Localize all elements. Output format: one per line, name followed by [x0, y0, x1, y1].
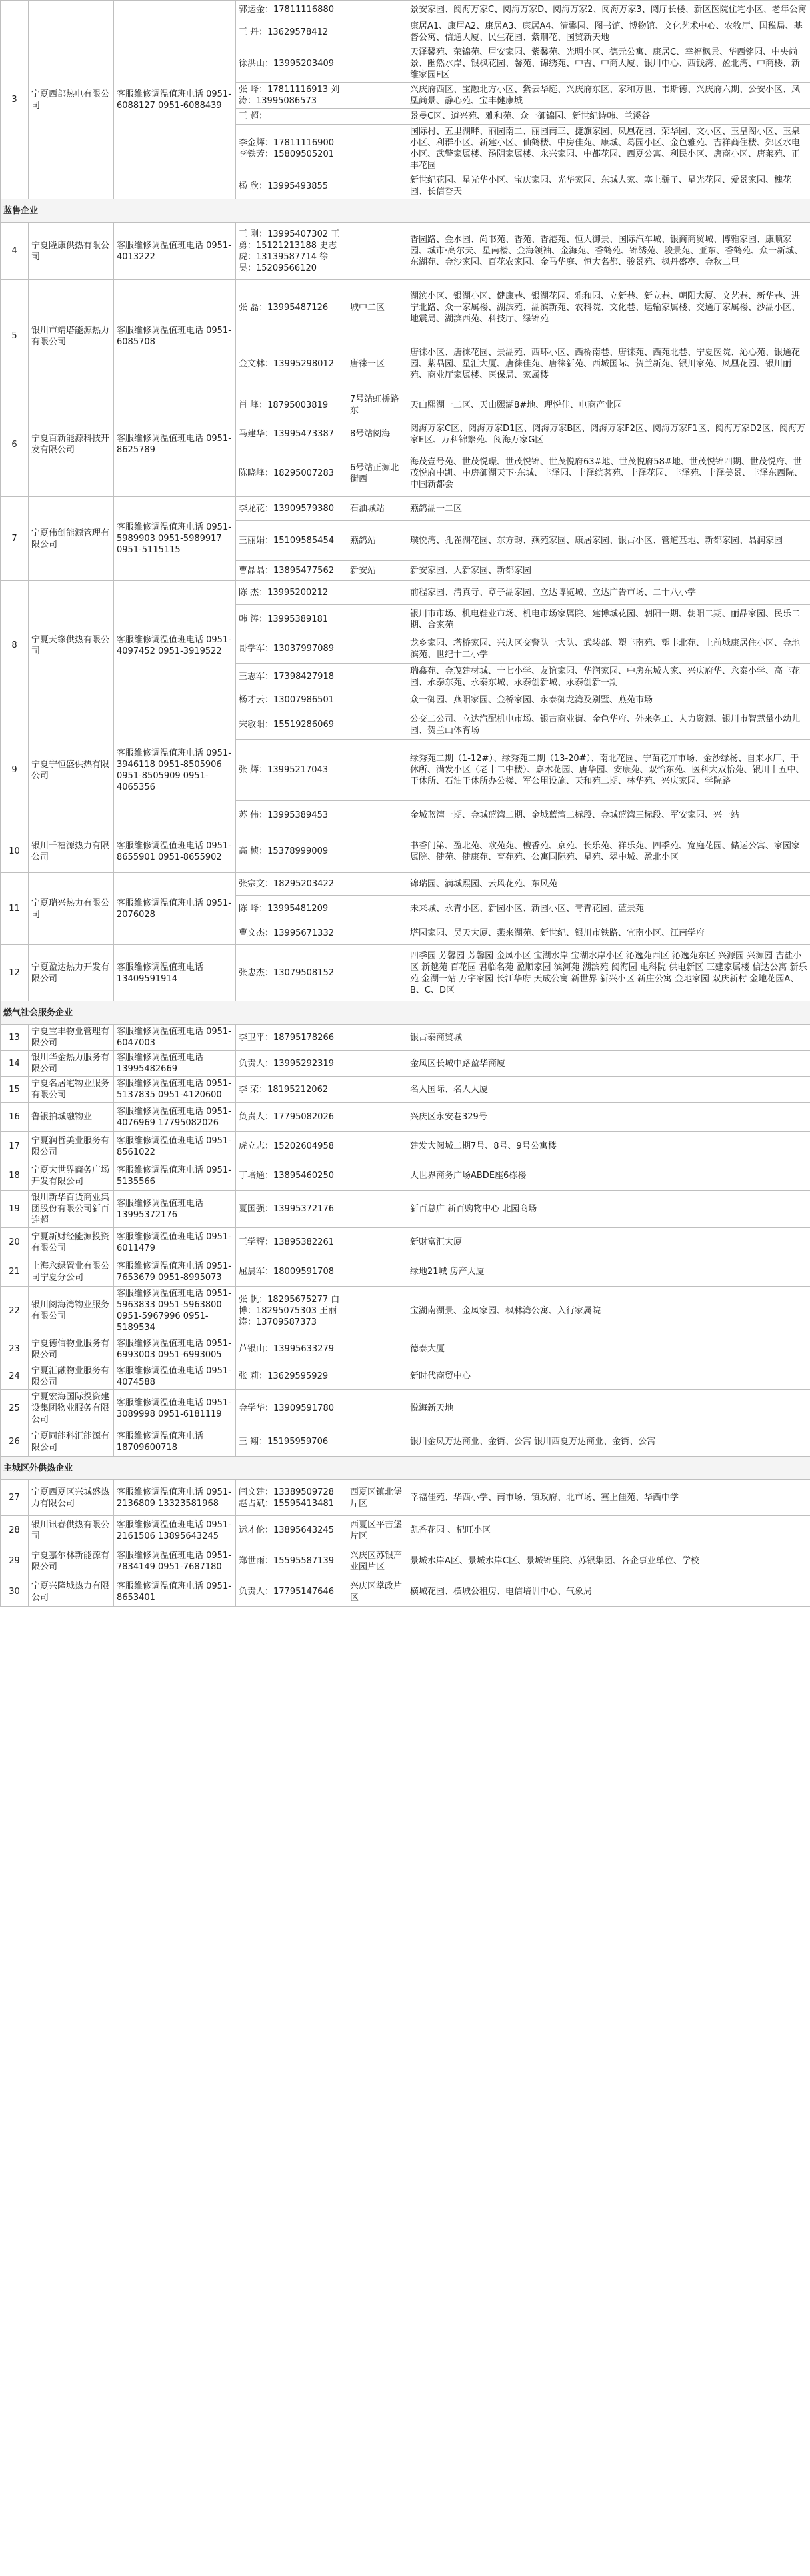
hotline: 客服维修调温值班电话 0951-4097452 0951-3919522: [114, 581, 236, 710]
company-name: 宁夏伟创能源管理有限公司: [29, 497, 114, 581]
manager-contact: 负责人：17795147646: [236, 1577, 347, 1607]
community-list: 大世界商务广场ABDE座6栋楼: [407, 1161, 810, 1191]
community-list: 龙乡家园、塔桥家园、兴庆区交警队一大队、武装部、塑丰南苑、塑丰北苑、上前城康居住小区、金地滨苑、世纪十二小学: [407, 634, 810, 664]
community-list: 景曼C区、道兴苑、雅和苑、众一御锦园、新世纪诗韩、兰溪谷: [407, 109, 810, 125]
service-area: [347, 922, 407, 945]
service-area: [347, 1427, 407, 1457]
manager-contact: 王 翔：15195959706: [236, 1427, 347, 1457]
community-list: 银古泰商贸城: [407, 1025, 810, 1051]
service-area: [347, 896, 407, 922]
table-row: [1, 223, 810, 280]
community-list: 璞悦湾、孔雀湖花园、东方韵、燕苑家园、康居家园、银古小区、管道基地、新都家园、晶润家园: [407, 521, 810, 561]
service-area: [347, 634, 407, 664]
row-number: 25: [1, 1390, 29, 1427]
service-area: [347, 1390, 407, 1427]
community-list: 塔园家园、吴天大厦、燕来湖苑、新世纪、银川市铁路、宜南小区、江南学府: [407, 922, 810, 945]
service-area: [347, 1287, 407, 1335]
service-area: [347, 710, 407, 740]
service-area: [347, 690, 407, 710]
hotline: 客服维修调温值班电话 0951-8561022: [114, 1132, 236, 1161]
company-name: 宁夏新财经能源投资有限公司: [29, 1228, 114, 1257]
table-row: [1, 1051, 810, 1077]
manager-contact: 王 丹：13629578412: [236, 19, 347, 45]
service-area: 唐徕一区: [347, 336, 407, 392]
manager-contact: 王丽娟：15109585454: [236, 521, 347, 561]
community-list: 燕鸽湖一二区: [407, 497, 810, 521]
table-row: [1, 1103, 810, 1132]
service-area: 兴庆区苏银产业园片区: [347, 1545, 407, 1577]
community-list: 康居A1、康居A2、康居A3、康居A4、清馨园、图书馆、博物馆、文化艺术中心、农牧厅、国税局、基督公寓、信通大厦、民生花园、紫荆花、国贸新天地: [407, 19, 810, 45]
service-area: 石油城站: [347, 497, 407, 521]
company-name: 鲁银拍城融物业: [29, 1103, 114, 1132]
hotline: 客服维修调温值班电话 0951-4074588: [114, 1363, 236, 1390]
company-name: 宁夏宁恒盛供热有限公司: [29, 710, 114, 830]
community-list: 阅海万家C区、阅海万家D1区、阅海万家B区、阅海万家F2区、阅海万家F1区、阅海万家D2区、阅海万家E区、万科锦繁苑、阅海万家G区: [407, 418, 810, 450]
service-area: [347, 1132, 407, 1161]
service-area: [347, 1, 407, 19]
table-row: [1, 873, 810, 896]
company-name: 宁夏盈达热力开发有限公司: [29, 945, 114, 1001]
manager-contact: 郑世雨：15595587139: [236, 1545, 347, 1577]
community-list: 景城水岸A区、景城水岸C区、景城锦里院、苏银集团、各企事业单位、学校: [407, 1545, 810, 1577]
manager-contact: 肖 峰：18795003819: [236, 392, 347, 418]
table-row: [1, 1161, 810, 1191]
row-number: 21: [1, 1257, 29, 1287]
community-list: 名人国际、名人大厦: [407, 1077, 810, 1103]
service-area: [347, 830, 407, 873]
company-name: 银川讯春供热有限公司: [29, 1516, 114, 1545]
hotline: 客服维修调温值班电话 13409591914: [114, 945, 236, 1001]
manager-contact: 王学辉：13895382261: [236, 1228, 347, 1257]
community-list: 建发大阅城二期7号、8号、9号公寓楼: [407, 1132, 810, 1161]
community-list: 凯香花园 、杞旺小区: [407, 1516, 810, 1545]
manager-contact: 夏国强：13995372176: [236, 1191, 347, 1228]
service-area: [347, 83, 407, 109]
service-area: [347, 664, 407, 690]
table-row: [1, 1287, 810, 1335]
hotline: 客服维修调温值班电话 0951-2136809 13323581968: [114, 1480, 236, 1516]
table-row: [1, 1335, 810, 1363]
table-row: [1, 1363, 810, 1390]
manager-contact: 韩 涛：13995389181: [236, 605, 347, 634]
manager-contact: 李卫平：18795178266: [236, 1025, 347, 1051]
company-name: 宁夏同能科汇能源有限公司: [29, 1427, 114, 1457]
row-number: 4: [1, 223, 29, 280]
service-area: [347, 109, 407, 125]
table-row: [1, 710, 810, 740]
company-name: 宁夏百新能源科技开发有限公司: [29, 392, 114, 497]
hotline: 客服维修调温值班电话 0951-3089998 0951-6181119: [114, 1390, 236, 1427]
table-row: [1, 280, 810, 336]
manager-contact: 虎立志：15202604958: [236, 1132, 347, 1161]
community-list: 公交二公司、立达汽配机电市场、银古商业街、金色华府、外来务工、人力资源、银川市智慧量小幼儿园、贺兰山体育场: [407, 710, 810, 740]
manager-contact: 陈 峰：13995481209: [236, 896, 347, 922]
manager-contact: 丁培通：13895460250: [236, 1161, 347, 1191]
row-number: 13: [1, 1025, 29, 1051]
manager-contact: 曹晶晶：13895477562: [236, 561, 347, 581]
community-list: 景安家园、阅海万家C、阅海万家D、阅海万家2、阅海万家3、阅厅长楼、新区医院住宅小区、老年公寓: [407, 1, 810, 19]
row-number: 8: [1, 581, 29, 710]
manager-contact: 徐洪山：13995203409: [236, 45, 347, 83]
service-area: [347, 1025, 407, 1051]
service-area: [347, 1103, 407, 1132]
hotline: 客服维修调温值班电话 0951-8653401: [114, 1577, 236, 1607]
service-area: 7号站虹桥路东: [347, 392, 407, 418]
community-list: 德泰大厦: [407, 1335, 810, 1363]
service-area: [347, 945, 407, 1001]
hotline: 客服维修调温值班电话 18709600718: [114, 1427, 236, 1457]
section-title: 蓝售企业: [1, 199, 810, 223]
community-list: 新安家园、大新家园、新都家园: [407, 561, 810, 581]
company-name: 宁夏天缘供热有限公司: [29, 581, 114, 710]
row-number: 14: [1, 1051, 29, 1077]
community-list: 绿地21城 房产大厦: [407, 1257, 810, 1287]
row-number: 15: [1, 1077, 29, 1103]
manager-contact: 苏 伟：13995389453: [236, 801, 347, 830]
community-list: 新时代商贸中心: [407, 1363, 810, 1390]
table-row: [1, 1, 810, 19]
community-list: 前程家园、清真寺、章子湖家园、立达博览城、立达广告市场、二十八小学: [407, 581, 810, 605]
row-number: 24: [1, 1363, 29, 1390]
table-row: [1, 1427, 810, 1457]
community-list: 金凤区长城中路盈华商厦: [407, 1051, 810, 1077]
manager-contact: 李金辉：17811116900 李铁芳：15809505201: [236, 125, 347, 173]
manager-contact: 杨才云：13007986501: [236, 690, 347, 710]
row-number: 16: [1, 1103, 29, 1132]
row-number: 10: [1, 830, 29, 873]
table-row: [1, 1077, 810, 1103]
community-list: 宝湖南湖景、金凤家园、枫林湾公寓、入行家属院: [407, 1287, 810, 1335]
hotline: 客服维修调温值班电话 0951-8655901 0951-8655902: [114, 830, 236, 873]
row-number: 27: [1, 1480, 29, 1516]
manager-contact: 王 超：: [236, 109, 347, 125]
row-number: 12: [1, 945, 29, 1001]
company-name: 银川千禧源热力有限公司: [29, 830, 114, 873]
manager-contact: 曹文杰：13995671332: [236, 922, 347, 945]
table-row: [1, 945, 810, 1001]
service-area: 城中二区: [347, 280, 407, 336]
service-area: 兴庆区掌政片区: [347, 1577, 407, 1607]
table-row: [1, 581, 810, 605]
manager-contact: 张宗文：18295203422: [236, 873, 347, 896]
table-row: [1, 1228, 810, 1257]
community-list: 锦瑞园、满城熙园、云风花苑、东风苑: [407, 873, 810, 896]
service-area: [347, 1257, 407, 1287]
row-number: 7: [1, 497, 29, 581]
company-name: 银川阅海湾物业服务有限公司: [29, 1287, 114, 1335]
manager-contact: 芦银山：13995633279: [236, 1335, 347, 1363]
hotline: 客服维修调温值班电话 0951-6047003: [114, 1025, 236, 1051]
hotline: 客服维修调温值班电话 0951-3946118 0951-8505906 0951-8505909 0951-4065356: [114, 710, 236, 830]
manager-contact: 张 峰：17811116913 刘 涛：13995086573: [236, 83, 347, 109]
section-header: [1, 199, 810, 223]
service-area: 6号站正源北街西: [347, 450, 407, 497]
community-list: 绿秀苑二期（1-12#）、绿秀苑二期（13-20#）、南北花园、宁苗花卉市场、金沙绿杨、自来水厂、干休所、满发小区（老十二中楼）、嘉木花园、唐华园、安康苑、双怡东苑、医科大双怡苑、银川十五中、干休所、石油干休所办公楼、军公用设施、天和苑二期、林华苑、兴庆家园、学院路: [407, 740, 810, 801]
hotline: 客服维修调温值班电话 13995482669: [114, 1051, 236, 1077]
community-list: 新世纪花园、星光华小区、宝庆家园、光华家园、东城人家、塞上骄子、星光花园、爱景家园、槐花园、长信香天: [407, 173, 810, 199]
manager-contact: 金学华：13909591780: [236, 1390, 347, 1427]
manager-contact: 闫文建：13389509728 赵占斌：15595413481: [236, 1480, 347, 1516]
company-name: 宁夏瑞兴热力有限公司: [29, 873, 114, 945]
company-name: 宁夏兴隆城热力有限公司: [29, 1577, 114, 1607]
manager-contact: 张 磊：13995487126: [236, 280, 347, 336]
community-list: 新财富汇大厦: [407, 1228, 810, 1257]
community-list: 银川市市场、机电鞋业市场、机电市场家属院、建博城花园、朝阳一期、朝阳二期、丽晶家园、民乐二期、合家苑: [407, 605, 810, 634]
service-area: [347, 801, 407, 830]
row-number: 3: [1, 1, 29, 199]
service-area: [347, 19, 407, 45]
manager-contact: 李 荣：18195212062: [236, 1077, 347, 1103]
row-number: 26: [1, 1427, 29, 1457]
manager-contact: 张 帆：18295675277 白 博：18295075303 王丽涛：13709587373: [236, 1287, 347, 1335]
service-area: [347, 1161, 407, 1191]
service-area: [347, 605, 407, 634]
community-list: 海茂壹号苑、世茂悦璟、世茂悦锦、世茂悦府63#地、世茂悦府58#地、世茂悦锦四期、世茂悦府、世茂悦府中凯、中房御湖天下·东城、丰泽园、丰泽缤茗苑、丰泽花园、丰泽苑、丰泽美景、丰泽东西院、中国新都会: [407, 450, 810, 497]
service-area: [347, 1077, 407, 1103]
table-row: [1, 830, 810, 873]
company-name: 宁夏隆康供热有限公司: [29, 223, 114, 280]
community-list: 金城蓝湾一期、金城蓝湾二期、金城蓝湾二标段、金城蓝湾三标段、军安家园、兴一站: [407, 801, 810, 830]
company-name: 宁夏汇融物业服务有限公司: [29, 1363, 114, 1390]
table-row: [1, 392, 810, 418]
service-area: [347, 1363, 407, 1390]
row-number: 30: [1, 1577, 29, 1607]
hotline: 客服维修调温值班电话 0951-6993003 0951-6993005: [114, 1335, 236, 1363]
community-list: 横城花园、横城公租房、电信培训中心、气象局: [407, 1577, 810, 1607]
community-list: 瑞鑫苑、金茂建材城、十七小学、友谊家园、华润家园、中房东城人家、兴庆府华、永泰小学、高丰花园、永泰东苑、永泰东城、永泰创新城、永泰创新一期: [407, 664, 810, 690]
section-header: [1, 1457, 810, 1480]
table-row: [1, 1516, 810, 1545]
hotline: 客服维修调温值班电话 0951-8625789: [114, 392, 236, 497]
section-title: 燃气社会服务企业: [1, 1001, 810, 1025]
company-name: 宁夏西夏区兴城盛热力有限公司: [29, 1480, 114, 1516]
company-name: 上海永绿置业有限公司宁夏分公司: [29, 1257, 114, 1287]
manager-contact: 哥学军：13037997089: [236, 634, 347, 664]
manager-contact: 王志军：17398427918: [236, 664, 347, 690]
manager-contact: 陈 杰：13995200212: [236, 581, 347, 605]
manager-contact: 杨 欣：13995493855: [236, 173, 347, 199]
table-row: [1, 1577, 810, 1607]
section-header: [1, 1001, 810, 1025]
row-number: 6: [1, 392, 29, 497]
community-list: 银川金凤万达商业、金街、公寓 银川西夏万达商业、金街、公寓: [407, 1427, 810, 1457]
manager-contact: 马建华：13995473387: [236, 418, 347, 450]
table-row: [1, 497, 810, 521]
service-area: 新安站: [347, 561, 407, 581]
service-area: [347, 1051, 407, 1077]
section-title: 主城区外供热企业: [1, 1457, 810, 1480]
row-number: 28: [1, 1516, 29, 1545]
company-name: 宁夏嘉尔林新能源有限公司: [29, 1545, 114, 1577]
community-list: 湖滨小区、银湖小区、健康巷、银湖花园、雅和园、立新巷、新立巷、朝阳大厦、文艺巷、新华巷、进宁北路、众一家属楼、湖滨苑、湖滨新苑、农科院、文化巷、运输家属楼、交通厅家属楼、沙湖小区、地震局、湖滨西苑、科技厅、绿锦苑: [407, 280, 810, 336]
service-area: 燕鸽站: [347, 521, 407, 561]
community-list: 书香门第、盈北苑、欧苑苑、檀香苑、京苑、长乐苑、祥乐苑、四季苑、宽庭花园、储运公寓、家园家属院、健苑、健康苑、育苑苑、公寓国际苑、星苑、翠中城、盈北小区: [407, 830, 810, 873]
manager-contact: 屈晨军：18009591708: [236, 1257, 347, 1287]
community-list: 未来城、永青小区、新园小区、新园小区、青青花园、蓝景苑: [407, 896, 810, 922]
company-name: 宁夏大世界商务广场开发有限公司: [29, 1161, 114, 1191]
manager-contact: 负责人：13995292319: [236, 1051, 347, 1077]
service-area: [347, 45, 407, 83]
community-list: 众一御园、燕阳家园、金桥家园、永泰御龙湾及别墅、燕苑市场: [407, 690, 810, 710]
service-area: 8号站阅海: [347, 418, 407, 450]
service-area: [347, 1228, 407, 1257]
service-area: [347, 873, 407, 896]
community-list: 天泽馨苑、荣锦苑、居安家园、紫馨苑、光明小区、德元公寓、康居C、幸福枫景、华西铭园、中央尚景、幽然水岸、银枫花园、馨苑、锦绣苑、中吉、中商大厦、银川中心、西钱湾、盈北湾、中商楼、新维家园F区: [407, 45, 810, 83]
community-list: 天山熙湖一二区、天山熙湖8#地、理悦佳、电商产业园: [407, 392, 810, 418]
table-row: [1, 1025, 810, 1051]
community-list: 新百总店 新百购物中心 北园商场: [407, 1191, 810, 1228]
manager-contact: 负责人：17795082026: [236, 1103, 347, 1132]
manager-contact: 张 辉：13995217043: [236, 740, 347, 801]
row-number: 11: [1, 873, 29, 945]
table-row: [1, 1132, 810, 1161]
row-number: 19: [1, 1191, 29, 1228]
hotline: 客服维修调温值班电话 0951-7834149 0951-7687180: [114, 1545, 236, 1577]
company-name: 银川新华百货商业集团股份有限公司新百连超: [29, 1191, 114, 1228]
table-row: [1, 1545, 810, 1577]
manager-contact: 高 桢：15378999009: [236, 830, 347, 873]
hotline: 客服维修调温值班电话 0951-6011479: [114, 1228, 236, 1257]
row-number: 17: [1, 1132, 29, 1161]
service-area: [347, 1335, 407, 1363]
row-number: 20: [1, 1228, 29, 1257]
table-row: [1, 1191, 810, 1228]
manager-contact: 金文林：13995298012: [236, 336, 347, 392]
community-list: 幸福佳苑、华西小学、南市场、镇政府、北市场、塞上佳苑、华西中学: [407, 1480, 810, 1516]
hotline: 客服维修调温值班电话 0951-6088127 0951-6088439: [114, 1, 236, 199]
company-name: 宁夏德信物业服务有限公司: [29, 1335, 114, 1363]
row-number: 5: [1, 280, 29, 392]
manager-contact: 宋敏阳：15519286069: [236, 710, 347, 740]
manager-contact: 王 刚：13995407302 王 勇：15121213188 史志虎：13139587714 徐 昊：15209566120: [236, 223, 347, 280]
table-row: [1, 1480, 810, 1516]
hotline: 客服维修调温值班电话 0951-5135566: [114, 1161, 236, 1191]
company-name: 宁夏名居宅物业服务有限公司: [29, 1077, 114, 1103]
manager-contact: 陈晓峰：18295007283: [236, 450, 347, 497]
manager-contact: 张 莉：13629595929: [236, 1363, 347, 1390]
manager-contact: 张忠杰：13079508152: [236, 945, 347, 1001]
company-name: 宁夏宝丰物业管理有限公司: [29, 1025, 114, 1051]
row-number: 18: [1, 1161, 29, 1191]
table-row: [1, 1257, 810, 1287]
hotline: 客服维修调温值班电话 0951-5963833 0951-5963800 0951-5967996 0951-5189534: [114, 1287, 236, 1335]
service-area: [347, 581, 407, 605]
community-list: 悦海新天地: [407, 1390, 810, 1427]
hotline: 客服维修调温值班电话 0951-7653679 0951-8995073: [114, 1257, 236, 1287]
hotline: 客服维修调温值班电话 0951-2161506 13895643245: [114, 1516, 236, 1545]
manager-contact: 运才伦：13895643245: [236, 1516, 347, 1545]
row-number: 29: [1, 1545, 29, 1577]
hotline: 客服维修调温值班电话 0951-2076028: [114, 873, 236, 945]
row-number: 23: [1, 1335, 29, 1363]
service-area: 西夏区平吉堡片区: [347, 1516, 407, 1545]
hotline: 客服维修调温值班电话 0951-5989903 0951-5989917 0951-5115115: [114, 497, 236, 581]
manager-contact: 郭运金：17811116880: [236, 1, 347, 19]
service-area: 西夏区镇北堡片区: [347, 1480, 407, 1516]
service-area: [347, 125, 407, 173]
hotline: 客服维修调温值班电话 0951-5137835 0951-4120600: [114, 1077, 236, 1103]
service-area: [347, 173, 407, 199]
community-list: 国际村、五里湖畔、丽园南二、丽园南三、捷旗家园、凤凰花园、荣华园、文小区、玉皇阁小区、玉泉小区、利群小区、新建小区、仙鹤楼、中房佳苑、康城、葛园小区、金色雅苑、吉祥商住楼、郊区水电小区、武警家属楼、汤阴家属楼、永兴家园、中都花园、西夏公寓、利民小区、唐商小区、唐莱苑、正丰花园: [407, 125, 810, 173]
service-area: [347, 223, 407, 280]
row-number: 22: [1, 1287, 29, 1335]
hotline: 客服维修调温值班电话 13995372176: [114, 1191, 236, 1228]
company-name: 银川华金热力服务有限公司: [29, 1051, 114, 1077]
hotline: 客服维修调温值班电话 0951-6085708: [114, 280, 236, 392]
community-list: 兴庆区永安巷329号: [407, 1103, 810, 1132]
company-name: 宁夏西部热电有限公司: [29, 1, 114, 199]
hotline: 客服维修调温值班电话 0951-4013222: [114, 223, 236, 280]
community-list: 香园路、金水园、尚书苑、香苑、香港苑、恒大御景、国际汽车城、银商商贸城、博雅家园、康顺家园、城市·高尔夫、星南楼、金海领袖、金海苑、香鹤苑、锦绣苑、骏景苑、亚东、香鹤苑、众一新城、东湖苑、金沙家园、百花农家园、金马华庭、恒大名都、骏景苑、枫丹盛亭、金秋二里: [407, 223, 810, 280]
table-row: [1, 1390, 810, 1427]
community-list: 唐徕小区、唐徕花园、景湖苑、西环小区、西桥南巷、唐徕苑、西苑北巷、宁夏医院、沁心苑、银通花园、紫晶园、星汇大厦、唐徕佳苑、唐徕新苑、西城国际、贺兰新苑、银川家苑、凤凰花园、银川丽苑、商业厅家属楼、医保局、家属楼: [407, 336, 810, 392]
hotline: 客服维修调温值班电话 0951-4076969 17795082026: [114, 1103, 236, 1132]
company-name: 银川市靖塔能源热力有限公司: [29, 280, 114, 392]
community-list: 兴庆府西区、宝融北方小区、紫云华庭、兴庆府东区、家和万世、韦斯德、兴庆府六期、公安小区、凤凰尚景、静心苑、宝丰健康城: [407, 83, 810, 109]
company-name: 宁夏宏海国际投资建设集团物业服务有限公司: [29, 1390, 114, 1427]
community-list: 四季园 芳馨园 芳馨园 金凤小区 宝湖水岸 宝湖水岸小区 沁逸苑西区 沁逸苑东区 兴源园 兴源园 吉盐小区 新越苑 百花园 君临名苑 盈顺家园 滨河苑 湖滨苑 阅海园 电科院 供电新区 三建家属楼 信达公寓 新乐苑 金湖一站 万宇家园 长江华府 天成公寓 新世界 新兴小区 新庄公寓 金地家园 双庆新村 金地花园A、B、C、D区: [407, 945, 810, 1001]
row-number: 9: [1, 710, 29, 830]
service-area: [347, 1191, 407, 1228]
manager-contact: 李龙花：13909579380: [236, 497, 347, 521]
company-name: 宁夏润哲美业服务有限公司: [29, 1132, 114, 1161]
service-area: [347, 740, 407, 801]
